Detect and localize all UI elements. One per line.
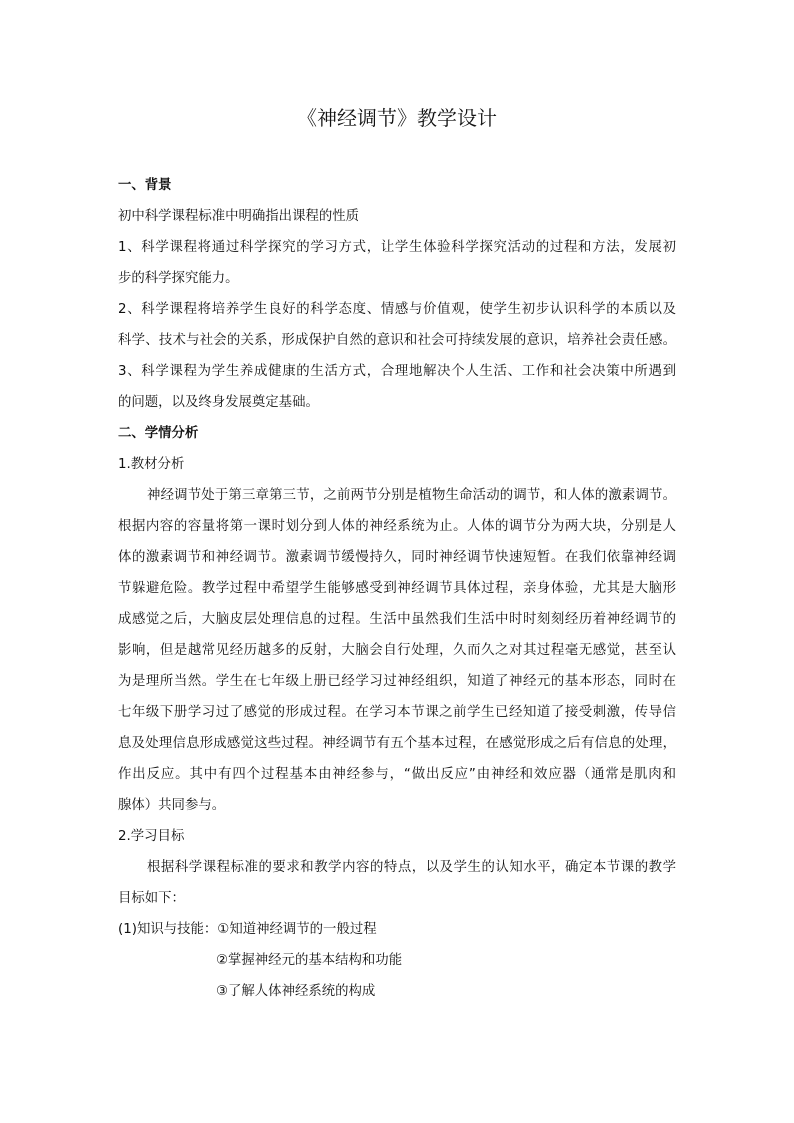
paragraph-line: 七年级下册学习过了感觉的形成过程。在学习本节课之前学生已经知道了接受刺激，传导信: [118, 705, 676, 720]
paragraph-line: 目标如下：: [118, 891, 185, 906]
heading-background: 一、背景: [118, 178, 172, 193]
paragraph-line: 的问题，以及终身发展奠定基础。: [118, 395, 319, 410]
subheading-textbook-analysis: 1.教材分析: [118, 457, 185, 472]
paragraph-line: 科学、技术与社会的关系，形成保护自然的意识和社会可持续发展的意识，培养社会责任感。: [118, 333, 676, 348]
objective-item: ③了解人体神经系统的构成: [216, 984, 376, 999]
paragraph-line: 3、科学课程为学生养成健康的生活方式，合理地解决个人生活、工作和社会决策中所遇到: [118, 364, 676, 379]
paragraph-line: 腺体）共同参与。: [118, 798, 226, 813]
paragraph-line: 初中科学课程标准中明确指出课程的性质: [118, 209, 360, 224]
paragraph-line: 根据科学课程标准的要求和教学内容的特点，以及学生的认知水平，确定本节课的教学: [147, 860, 676, 875]
paragraph-line: 作出反应。其中有四个过程基本由神经参与，“做出反应”由神经和效应器（通常是肌肉和: [118, 767, 676, 782]
paragraph-line: 体的激素调节和神经调节。激素调节缓慢持久，同时神经调节快速短暂。在我们依靠神经调: [118, 550, 676, 565]
document-title: 《神经调节》教学设计: [297, 106, 497, 130]
subheading-learning-objectives: 2.学习目标: [118, 829, 185, 844]
paragraph-line: 步的科学探究能力。: [118, 271, 239, 286]
paragraph-line: 影响，但是越常见经历越多的反射，大脑会自行处理，久而久之对其过程毫无感觉，甚至认: [118, 643, 676, 658]
paragraph-line: 根据内容的容量将第一课时划分到人体的神经系统为止。人体的调节分为两大块，分别是人: [118, 519, 676, 534]
objective-item: (1)知识与技能：①知道神经调节的一般过程: [118, 922, 377, 937]
objective-item: ②掌握神经元的基本结构和功能: [216, 953, 403, 968]
paragraph-line: 2、科学课程将培养学生良好的科学态度、情感与价值观，使学生初步认识科学的本质以及: [118, 302, 676, 317]
paragraph-line: 为是理所当然。学生在七年级上册已经学习过神经组织，知道了神经元的基本形态，同时在: [118, 674, 676, 689]
paragraph-line: 1、科学课程将通过科学探究的学习方式，让学生体验科学探究活动的过程和方法，发展初: [118, 240, 676, 255]
heading-student-analysis: 二、学情分析: [118, 426, 199, 441]
paragraph-line: 息及处理信息形成感觉这些过程。神经调节有五个基本过程，在感觉形成之后有信息的处理，: [118, 736, 676, 751]
paragraph-line: 节躲避危险。教学过程中希望学生能够感受到神经调节具体过程，亲身体验，尤其是大脑形: [118, 581, 676, 596]
paragraph-line: 神经调节处于第三章第三节，之前两节分别是植物生命活动的调节，和人体的激素调节。: [147, 488, 676, 503]
paragraph-line: 成感觉之后，大脑皮层处理信息的过程。生活中虽然我们生活中时时刻刻经历着神经调节的: [118, 612, 676, 627]
